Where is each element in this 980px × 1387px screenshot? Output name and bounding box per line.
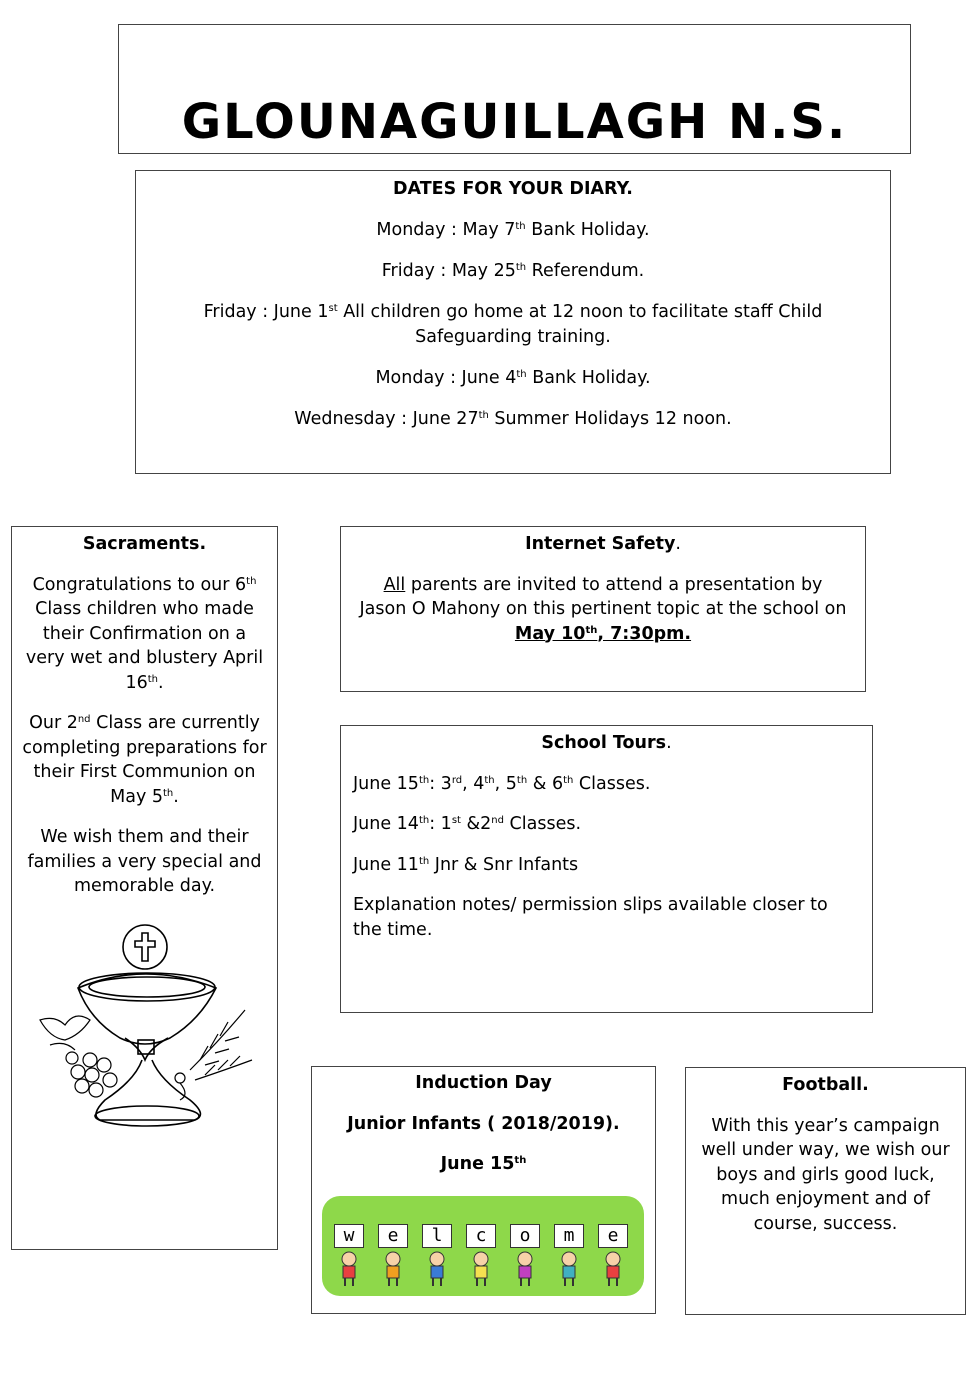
chalice-illustration (30, 920, 260, 1135)
internet-heading: Internet Safety. (525, 534, 681, 554)
sacraments-communion-text: Our 2nd Class are currently completing preparations for their First Communion on May 5th. (22, 713, 267, 807)
sacraments-confirmation-text: Congratulations to our 6th Class children who made their Confirmation on a very wet and blustery April 16th. (25, 574, 264, 693)
football-heading: Football. (782, 1075, 869, 1095)
diary-item: Monday : June 4th Bank Holiday. (375, 367, 651, 388)
tours-line: June 15th: 3rd, 4th, 5th & 6th Classes. (353, 773, 651, 794)
induction-date: June 15th (440, 1154, 527, 1174)
welcome-letter-card: m (554, 1224, 584, 1248)
tours-line: June 14th: 1st &2nd Classes. (353, 814, 582, 834)
child-figure-icon (471, 1250, 491, 1288)
welcome-letter-card: e (598, 1224, 628, 1248)
welcome-letter-card: l (422, 1224, 452, 1248)
internet-safety-box (340, 526, 866, 692)
football-body: With this year’s campaign well under way, we wish our boys and girls good luck, much enjoyment and of course, success. (701, 1115, 950, 1234)
diary-box (135, 170, 891, 474)
tours-line: June 11th Jnr & Snr Infants (353, 854, 579, 875)
child-figure-icon (603, 1250, 623, 1288)
diary-item: Monday : May 7th Bank Holiday. (376, 220, 650, 240)
school-tours-box (340, 725, 873, 1013)
welcome-letter-card: c (466, 1224, 496, 1248)
sacraments-wishes-text: We wish them and their families a very special and memorable day. (27, 827, 262, 896)
child-figure-icon (559, 1250, 579, 1288)
child-figure-icon (383, 1250, 403, 1288)
football-box (685, 1067, 966, 1315)
title-box (118, 24, 911, 154)
induction-subheading: Junior Infants ( 2018/2019). (347, 1113, 620, 1134)
diary-item: Friday : June 1st All children go home at 12 noon to facilitate staff Child Safeguarding training. (203, 302, 823, 347)
tours-note: Explanation notes/ permission slips available closer to the time. (353, 895, 828, 940)
sacraments-box (11, 526, 278, 1250)
school-title: GLOUNAGUILLAGH N.S. (181, 94, 848, 150)
diary-item: Wednesday : June 27th Summer Holidays 12 noon. (294, 408, 732, 429)
welcome-letter-card: o (510, 1224, 540, 1248)
child-figure-icon (515, 1250, 535, 1288)
welcome-letter-card: w (334, 1224, 364, 1248)
diary-item: Friday : May 25th Referendum. (381, 261, 645, 281)
sacraments-heading: Sacraments. (82, 534, 207, 554)
diary-heading: DATES FOR YOUR DIARY. (393, 179, 633, 199)
welcome-letter-card: e (378, 1224, 408, 1248)
internet-body: All parents are invited to attend a presentation by Jason O Mahony on this pertinent topic at the school on May 10th, 7:30pm. (359, 574, 847, 644)
induction-heading: Induction Day (415, 1073, 552, 1093)
child-figure-icon (339, 1250, 359, 1288)
child-figure-icon (427, 1250, 447, 1288)
welcome-banner (322, 1196, 644, 1296)
tours-heading: School Tours. (541, 733, 672, 753)
